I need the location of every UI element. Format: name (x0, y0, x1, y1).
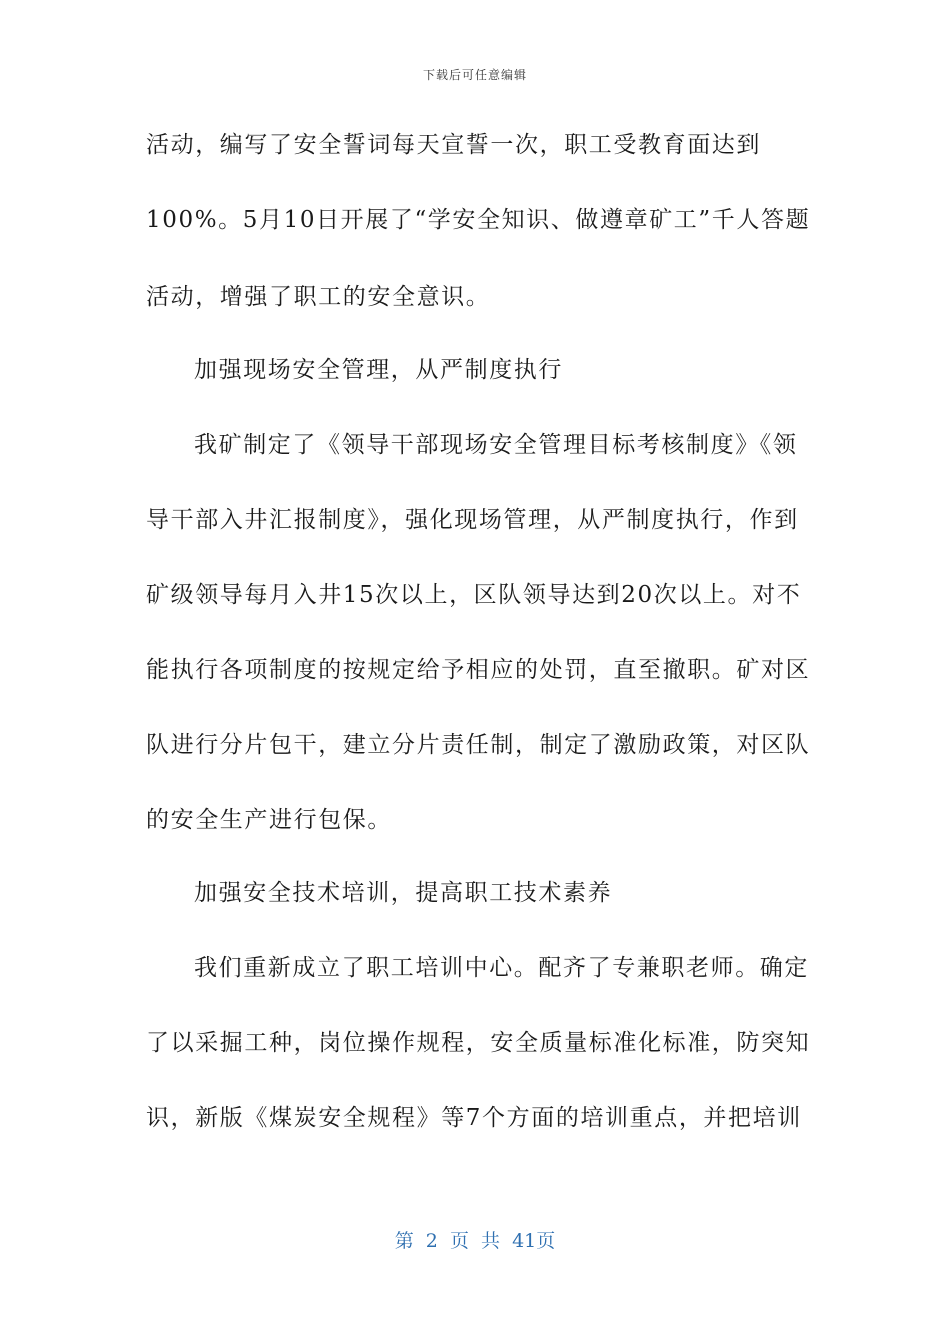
body-line-14: 识，新版《煤炭安全规程》等7个方面的培训重点，并把培训 (146, 1105, 802, 1131)
body-line-5: 我矿制定了《领导干部现场安全管理目标考核制度》《领 (194, 432, 798, 458)
page-header-note: 下载后可任意编辑 (422, 68, 527, 82)
footer-page-number: 2 (425, 1230, 438, 1252)
footer-gong: 共 (481, 1230, 501, 1252)
footer-ye-2: 页 (536, 1230, 556, 1252)
body-line-3: 活动，增强了职工的安全意识。 (146, 284, 491, 310)
body-line-7: 矿级领导每月入井15次以上，区队领导达到20次以上。对不 (146, 582, 802, 608)
section-heading-2: 加强安全技术培训，提高职工技术素养 (194, 880, 613, 906)
body-line-2: 100%。5月10日开展了“学安全知识、做遵章矿工”千人答题 (146, 207, 811, 233)
body-line-9: 队进行分片包干，建立分片责任制，制定了激励政策，对区队 (146, 732, 811, 758)
body-line-8: 能执行各项制度的按规定给予相应的处罚，直至撤职。矿对区 (146, 657, 811, 683)
body-line-10: 的安全生产进行包保。 (146, 807, 392, 833)
footer-di: 第 (394, 1230, 414, 1252)
body-line-12: 我们重新成立了职工培训中心。配齐了专兼职老师。确定 (194, 955, 809, 981)
footer-ye: 页 (449, 1230, 469, 1252)
body-line-13: 了以采掘工种，岗位操作规程，安全质量标准化标准，防突知 (146, 1030, 811, 1056)
footer-total-pages: 41 (512, 1230, 537, 1252)
section-heading-1: 加强现场安全管理，从严制度执行 (194, 357, 563, 383)
body-line-6: 导干部入井汇报制度》，强化现场管理，从严制度执行，作到 (146, 507, 799, 533)
body-line-1: 活动，编写了安全誓词每天宣誓一次，职工受教育面达到 (146, 132, 761, 158)
page-footer (0, 1226, 950, 1253)
